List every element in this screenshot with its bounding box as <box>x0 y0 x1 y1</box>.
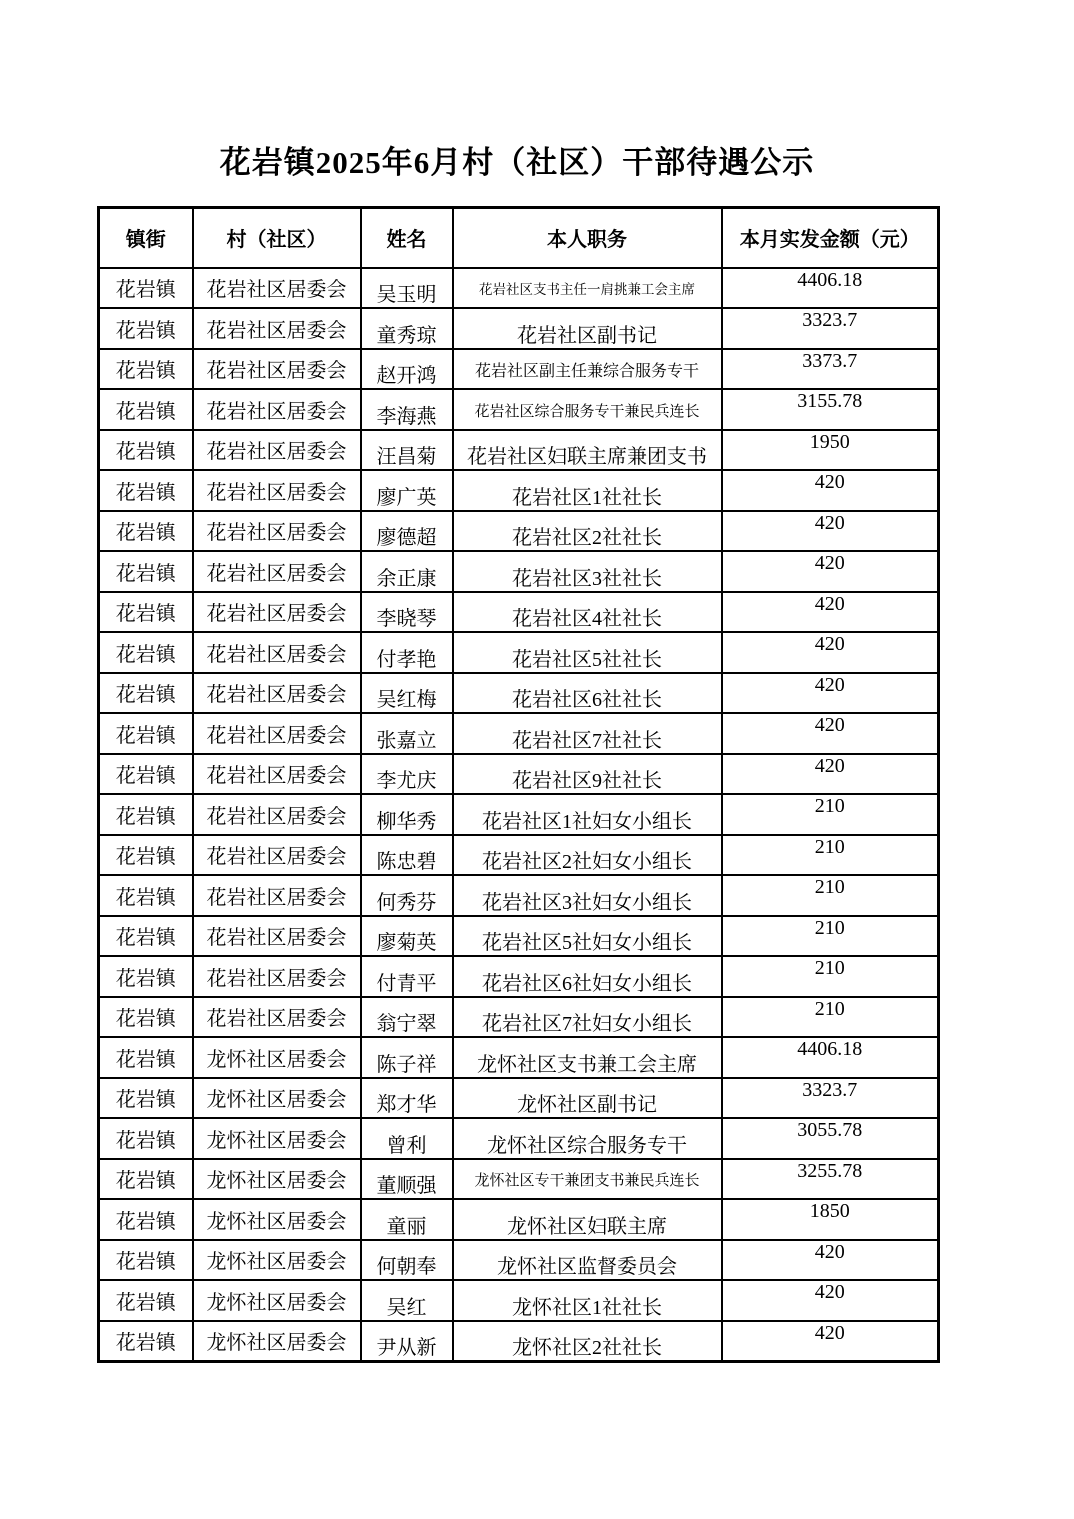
cell-town: 花岩镇 <box>99 673 193 714</box>
cell-name: 尹从新 <box>361 1321 453 1362</box>
cell-town: 花岩镇 <box>99 511 193 552</box>
cell-village: 花岩社区居委会 <box>193 430 361 471</box>
cell-village: 花岩社区居委会 <box>193 632 361 673</box>
cell-duty: 花岩社区6社社长 <box>453 673 722 714</box>
cell-town: 花岩镇 <box>99 430 193 471</box>
table-row <box>99 632 939 673</box>
cell-name: 李海燕 <box>361 389 453 430</box>
cell-town: 花岩镇 <box>99 1199 193 1240</box>
cell-town: 花岩镇 <box>99 794 193 835</box>
cell-amount: 420 <box>722 470 939 511</box>
cell-village: 龙怀社区居委会 <box>193 1321 361 1362</box>
cell-town: 花岩镇 <box>99 1280 193 1321</box>
cell-name: 吴红 <box>361 1280 453 1321</box>
cell-town: 花岩镇 <box>99 470 193 511</box>
cell-town: 花岩镇 <box>99 349 193 390</box>
cell-amount: 3055.78 <box>722 1118 939 1159</box>
cell-town: 花岩镇 <box>99 916 193 957</box>
column-header-town: 镇街 <box>99 208 193 268</box>
table-row <box>99 713 939 754</box>
cell-village: 花岩社区居委会 <box>193 794 361 835</box>
cell-name: 童丽 <box>361 1199 453 1240</box>
cell-duty: 花岩社区3社社长 <box>453 551 722 592</box>
cell-duty: 花岩社区妇联主席兼团支书 <box>453 430 722 471</box>
cell-town: 花岩镇 <box>99 592 193 633</box>
cell-duty: 龙怀社区妇联主席 <box>453 1199 722 1240</box>
column-header-village: 村（社区） <box>193 208 361 268</box>
page-title: 花岩镇2025年6月村（社区）干部待遇公示 <box>219 145 815 180</box>
cell-name: 张嘉立 <box>361 713 453 754</box>
cell-name: 童秀琼 <box>361 308 453 349</box>
cell-town: 花岩镇 <box>99 875 193 916</box>
cell-name: 曾利 <box>361 1118 453 1159</box>
cell-village: 龙怀社区居委会 <box>193 1078 361 1119</box>
table-row <box>99 1199 939 1240</box>
table-row <box>99 308 939 349</box>
cell-village: 花岩社区居委会 <box>193 511 361 552</box>
cell-amount: 420 <box>722 1280 939 1321</box>
cell-village: 花岩社区居委会 <box>193 308 361 349</box>
cell-village: 龙怀社区居委会 <box>193 1199 361 1240</box>
cell-duty: 花岩社区5社妇女小组长 <box>453 916 722 957</box>
table-row <box>99 1118 939 1159</box>
cell-town: 花岩镇 <box>99 1037 193 1078</box>
cell-duty: 龙怀社区专干兼团支书兼民兵连长 <box>453 1159 722 1200</box>
table-row <box>99 673 939 714</box>
cell-amount: 420 <box>722 1321 939 1362</box>
cell-duty: 龙怀社区1社社长 <box>453 1280 722 1321</box>
table-row <box>99 551 939 592</box>
cell-duty: 花岩社区4社社长 <box>453 592 722 633</box>
table-row <box>99 389 939 430</box>
table-row <box>99 349 939 390</box>
cell-amount: 420 <box>722 713 939 754</box>
cell-name: 余正康 <box>361 551 453 592</box>
cell-town: 花岩镇 <box>99 997 193 1038</box>
table-row <box>99 268 939 309</box>
cell-amount: 420 <box>722 632 939 673</box>
cell-name: 赵开鸿 <box>361 349 453 390</box>
table-row <box>99 794 939 835</box>
cell-town: 花岩镇 <box>99 1240 193 1281</box>
cell-village: 花岩社区居委会 <box>193 551 361 592</box>
cell-name: 廖德超 <box>361 511 453 552</box>
cell-town: 花岩镇 <box>99 389 193 430</box>
cell-town: 花岩镇 <box>99 551 193 592</box>
cell-name: 董顺强 <box>361 1159 453 1200</box>
cell-village: 花岩社区居委会 <box>193 835 361 876</box>
cell-name: 李晓琴 <box>361 592 453 633</box>
cell-duty: 花岩社区2社社长 <box>453 511 722 552</box>
column-header-name: 姓名 <box>361 208 453 268</box>
cell-amount: 420 <box>722 673 939 714</box>
cell-name: 柳华秀 <box>361 794 453 835</box>
table-row <box>99 1037 939 1078</box>
cell-name: 吴玉明 <box>361 268 453 309</box>
cell-name: 陈忠碧 <box>361 835 453 876</box>
cell-town: 花岩镇 <box>99 1078 193 1119</box>
table-body <box>99 268 939 1362</box>
cell-town: 花岩镇 <box>99 754 193 795</box>
cell-duty: 花岩社区9社社长 <box>453 754 722 795</box>
cell-duty: 龙怀社区2社社长 <box>453 1321 722 1362</box>
cell-village: 花岩社区居委会 <box>193 389 361 430</box>
table-row <box>99 916 939 957</box>
cell-village: 龙怀社区居委会 <box>193 1159 361 1200</box>
cell-duty: 花岩社区副书记 <box>453 308 722 349</box>
cell-name: 郑才华 <box>361 1078 453 1119</box>
cell-amount: 210 <box>722 997 939 1038</box>
table-row <box>99 511 939 552</box>
table-row <box>99 1321 939 1362</box>
cell-name: 廖菊英 <box>361 916 453 957</box>
table-row <box>99 956 939 997</box>
cell-duty: 花岩社区7社妇女小组长 <box>453 997 722 1038</box>
cell-town: 花岩镇 <box>99 956 193 997</box>
cell-duty: 花岩社区支书主任一肩挑兼工会主席 <box>453 268 722 309</box>
cell-amount: 210 <box>722 794 939 835</box>
cell-amount: 3373.7 <box>722 349 939 390</box>
cell-village: 花岩社区居委会 <box>193 349 361 390</box>
cell-town: 花岩镇 <box>99 1159 193 1200</box>
cell-town: 花岩镇 <box>99 713 193 754</box>
cell-amount: 3155.78 <box>722 389 939 430</box>
cell-amount: 420 <box>722 551 939 592</box>
cell-amount: 210 <box>722 875 939 916</box>
cell-name: 陈子祥 <box>361 1037 453 1078</box>
cell-name: 汪昌菊 <box>361 430 453 471</box>
cell-amount: 4406.18 <box>722 1037 939 1078</box>
table-header-row <box>99 208 939 268</box>
table-row <box>99 1078 939 1119</box>
cell-town: 花岩镇 <box>99 835 193 876</box>
table-row <box>99 1280 939 1321</box>
column-header-amount: 本月实发金额（元） <box>722 208 939 268</box>
cell-duty: 龙怀社区监督委员会 <box>453 1240 722 1281</box>
cell-village: 花岩社区居委会 <box>193 916 361 957</box>
cell-amount: 3255.78 <box>722 1159 939 1200</box>
table-row <box>99 835 939 876</box>
cell-town: 花岩镇 <box>99 308 193 349</box>
table-row <box>99 997 939 1038</box>
cell-amount: 420 <box>722 592 939 633</box>
cell-name: 廖广英 <box>361 470 453 511</box>
table-row <box>99 1240 939 1281</box>
document-body <box>97 0 937 1363</box>
cell-village: 花岩社区居委会 <box>193 592 361 633</box>
cell-duty: 花岩社区7社社长 <box>453 713 722 754</box>
table-row <box>99 875 939 916</box>
cell-amount: 420 <box>722 1240 939 1281</box>
cell-name: 何秀芬 <box>361 875 453 916</box>
cell-village: 龙怀社区居委会 <box>193 1118 361 1159</box>
cell-village: 龙怀社区居委会 <box>193 1037 361 1078</box>
cell-duty: 花岩社区综合服务专干兼民兵连长 <box>453 389 722 430</box>
cell-village: 龙怀社区居委会 <box>193 1240 361 1281</box>
cell-amount: 420 <box>722 511 939 552</box>
cell-village: 花岩社区居委会 <box>193 268 361 309</box>
table-row <box>99 470 939 511</box>
cell-village: 花岩社区居委会 <box>193 713 361 754</box>
cell-name: 吴红梅 <box>361 673 453 714</box>
cell-name: 付青平 <box>361 956 453 997</box>
cell-town: 花岩镇 <box>99 1118 193 1159</box>
salary-table <box>97 206 940 1363</box>
cell-village: 龙怀社区居委会 <box>193 1280 361 1321</box>
column-header-duty: 本人职务 <box>453 208 722 268</box>
cell-duty: 花岩社区3社妇女小组长 <box>453 875 722 916</box>
cell-village: 花岩社区居委会 <box>193 997 361 1038</box>
cell-name: 翁宁翠 <box>361 997 453 1038</box>
cell-amount: 210 <box>722 835 939 876</box>
cell-duty: 龙怀社区综合服务专干 <box>453 1118 722 1159</box>
cell-amount: 4406.18 <box>722 268 939 309</box>
cell-village: 花岩社区居委会 <box>193 673 361 714</box>
cell-name: 付孝艳 <box>361 632 453 673</box>
cell-duty: 花岩社区副主任兼综合服务专干 <box>453 349 722 390</box>
table-row <box>99 430 939 471</box>
cell-town: 花岩镇 <box>99 268 193 309</box>
cell-duty: 花岩社区2社妇女小组长 <box>453 835 722 876</box>
cell-amount: 420 <box>722 754 939 795</box>
cell-amount: 210 <box>722 956 939 997</box>
cell-village: 花岩社区居委会 <box>193 754 361 795</box>
cell-village: 花岩社区居委会 <box>193 956 361 997</box>
cell-town: 花岩镇 <box>99 632 193 673</box>
cell-duty: 龙怀社区副书记 <box>453 1078 722 1119</box>
cell-amount: 210 <box>722 916 939 957</box>
cell-duty: 花岩社区1社妇女小组长 <box>453 794 722 835</box>
cell-amount: 3323.7 <box>722 308 939 349</box>
cell-village: 花岩社区居委会 <box>193 875 361 916</box>
cell-amount: 1950 <box>722 430 939 471</box>
cell-duty: 龙怀社区支书兼工会主席 <box>453 1037 722 1078</box>
cell-amount: 3323.7 <box>722 1078 939 1119</box>
cell-name: 李尤庆 <box>361 754 453 795</box>
cell-amount: 1850 <box>722 1199 939 1240</box>
table-row <box>99 754 939 795</box>
cell-duty: 花岩社区5社社长 <box>453 632 722 673</box>
cell-village: 花岩社区居委会 <box>193 470 361 511</box>
table-row <box>99 1159 939 1200</box>
cell-name: 何朝奉 <box>361 1240 453 1281</box>
cell-duty: 花岩社区1社社长 <box>453 470 722 511</box>
cell-town: 花岩镇 <box>99 1321 193 1362</box>
cell-duty: 花岩社区6社妇女小组长 <box>453 956 722 997</box>
table-row <box>99 592 939 633</box>
